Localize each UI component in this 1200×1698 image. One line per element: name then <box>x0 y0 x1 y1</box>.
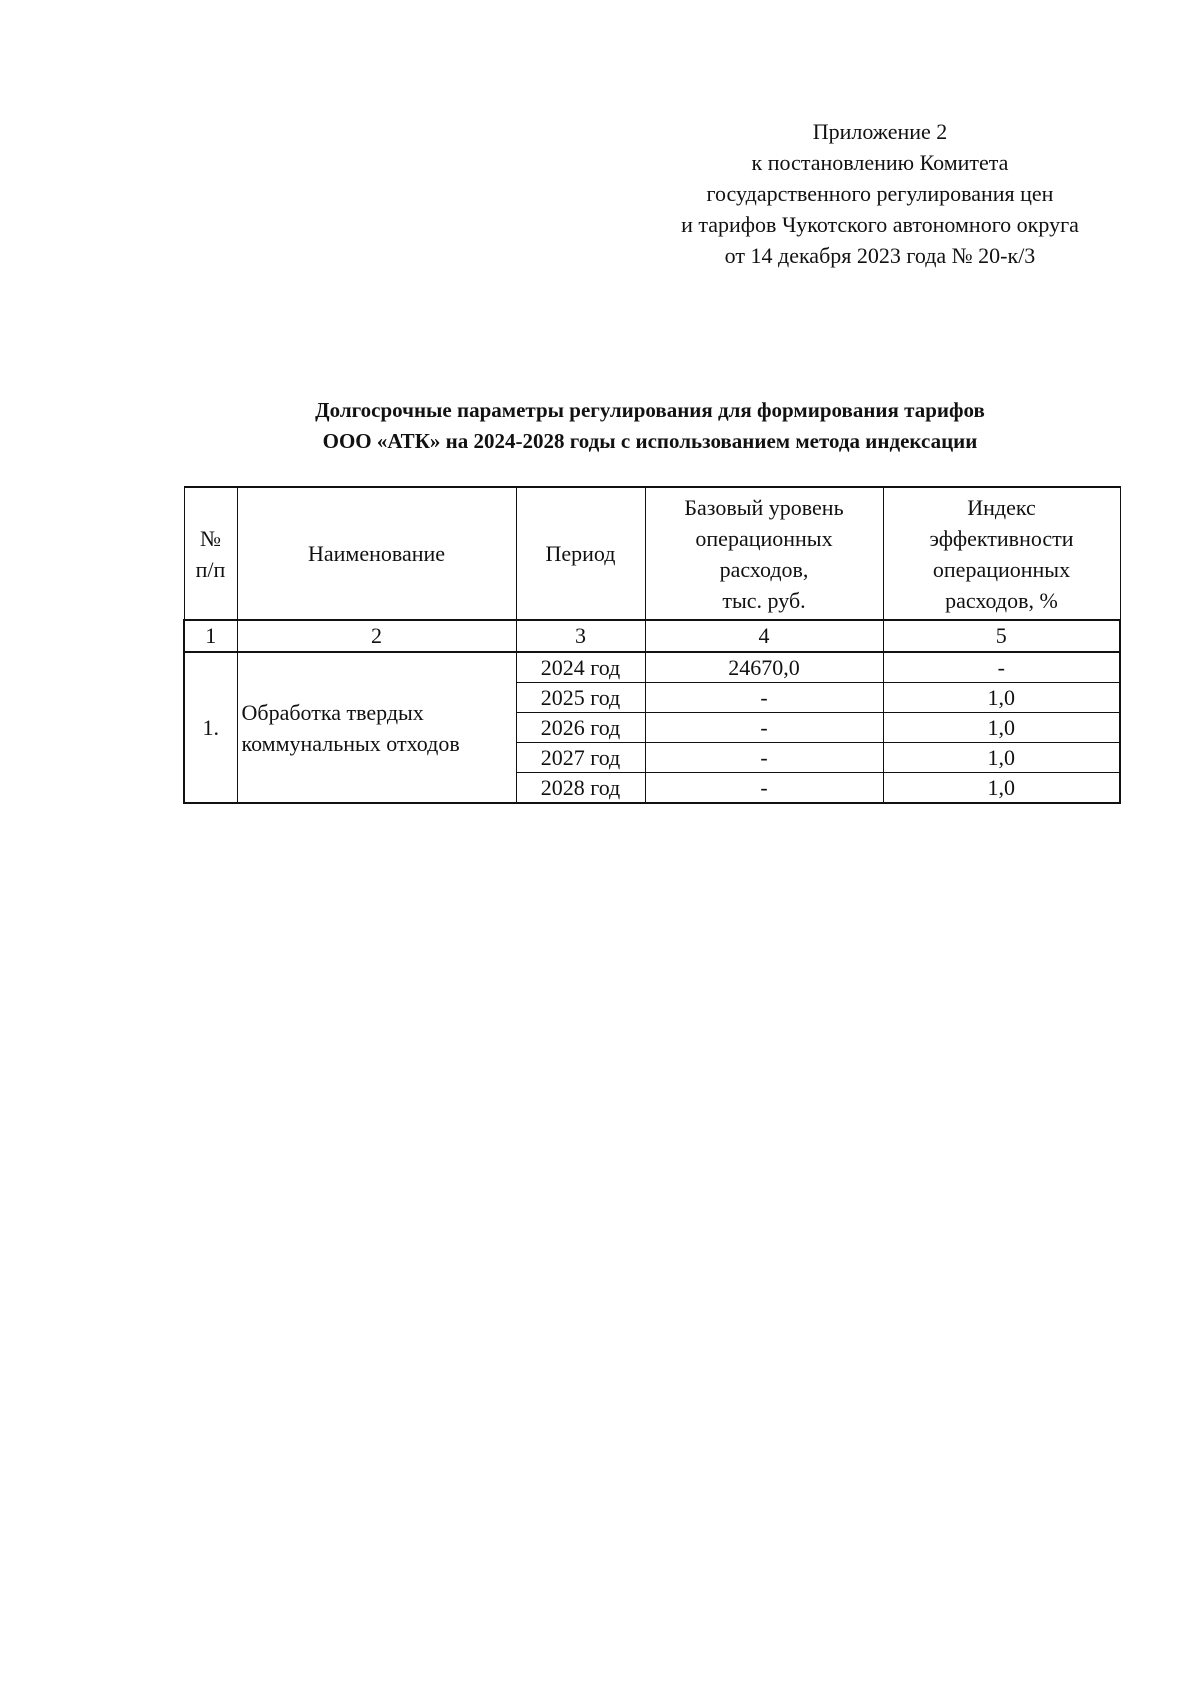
appendix-line: и тарифов Чукотского автономного округа <box>681 212 1079 237</box>
column-numbers-row <box>184 620 1120 652</box>
column-number: 1 <box>184 620 237 652</box>
efficiency-index-cell: - <box>883 652 1120 683</box>
period-cell: 2025 год <box>516 683 645 713</box>
base-level-cell: - <box>645 743 883 773</box>
header-num: № п/п <box>184 487 237 620</box>
appendix-line: к постановлению Комитета <box>751 150 1009 175</box>
title-line: Долгосрочные параметры регулирования для формирования тарифов <box>315 398 985 422</box>
item-number: 1. <box>184 652 237 803</box>
header-name: Наименование <box>237 487 516 620</box>
document-title <box>180 395 1120 457</box>
efficiency-index-cell: 1,0 <box>883 743 1120 773</box>
base-level-cell: 24670,0 <box>645 652 883 683</box>
header-efficiency-index: Индекс эффективности операционных расходов, % <box>883 487 1120 620</box>
column-number: 5 <box>883 620 1120 652</box>
period-cell: 2027 год <box>516 743 645 773</box>
period-cell: 2026 год <box>516 713 645 743</box>
column-number: 3 <box>516 620 645 652</box>
title-line: ООО «АТК» на 2024-2028 годы с использованием метода индексации <box>322 429 978 453</box>
efficiency-index-cell: 1,0 <box>883 683 1120 713</box>
base-level-cell: - <box>645 713 883 743</box>
period-cell: 2024 год <box>516 652 645 683</box>
header-base-level: Базовый уровень операционных расходов, тыс. руб. <box>645 487 883 620</box>
header-period: Период <box>516 487 645 620</box>
appendix-line: государственного регулирования цен <box>706 181 1054 206</box>
column-number: 2 <box>237 620 516 652</box>
table-row <box>184 652 1120 683</box>
period-cell: 2028 год <box>516 773 645 804</box>
item-name: Обработка твердых коммунальных отходов <box>237 652 516 803</box>
appendix-block <box>640 116 1120 271</box>
parameters-table <box>183 486 1121 804</box>
efficiency-index-cell: 1,0 <box>883 773 1120 804</box>
column-number: 4 <box>645 620 883 652</box>
base-level-cell: - <box>645 773 883 804</box>
efficiency-index-cell: 1,0 <box>883 713 1120 743</box>
appendix-line: Приложение 2 <box>812 119 948 144</box>
base-level-cell: - <box>645 683 883 713</box>
appendix-line: от 14 декабря 2023 года № 20-к/3 <box>724 243 1036 268</box>
table-header-row <box>184 487 1120 620</box>
